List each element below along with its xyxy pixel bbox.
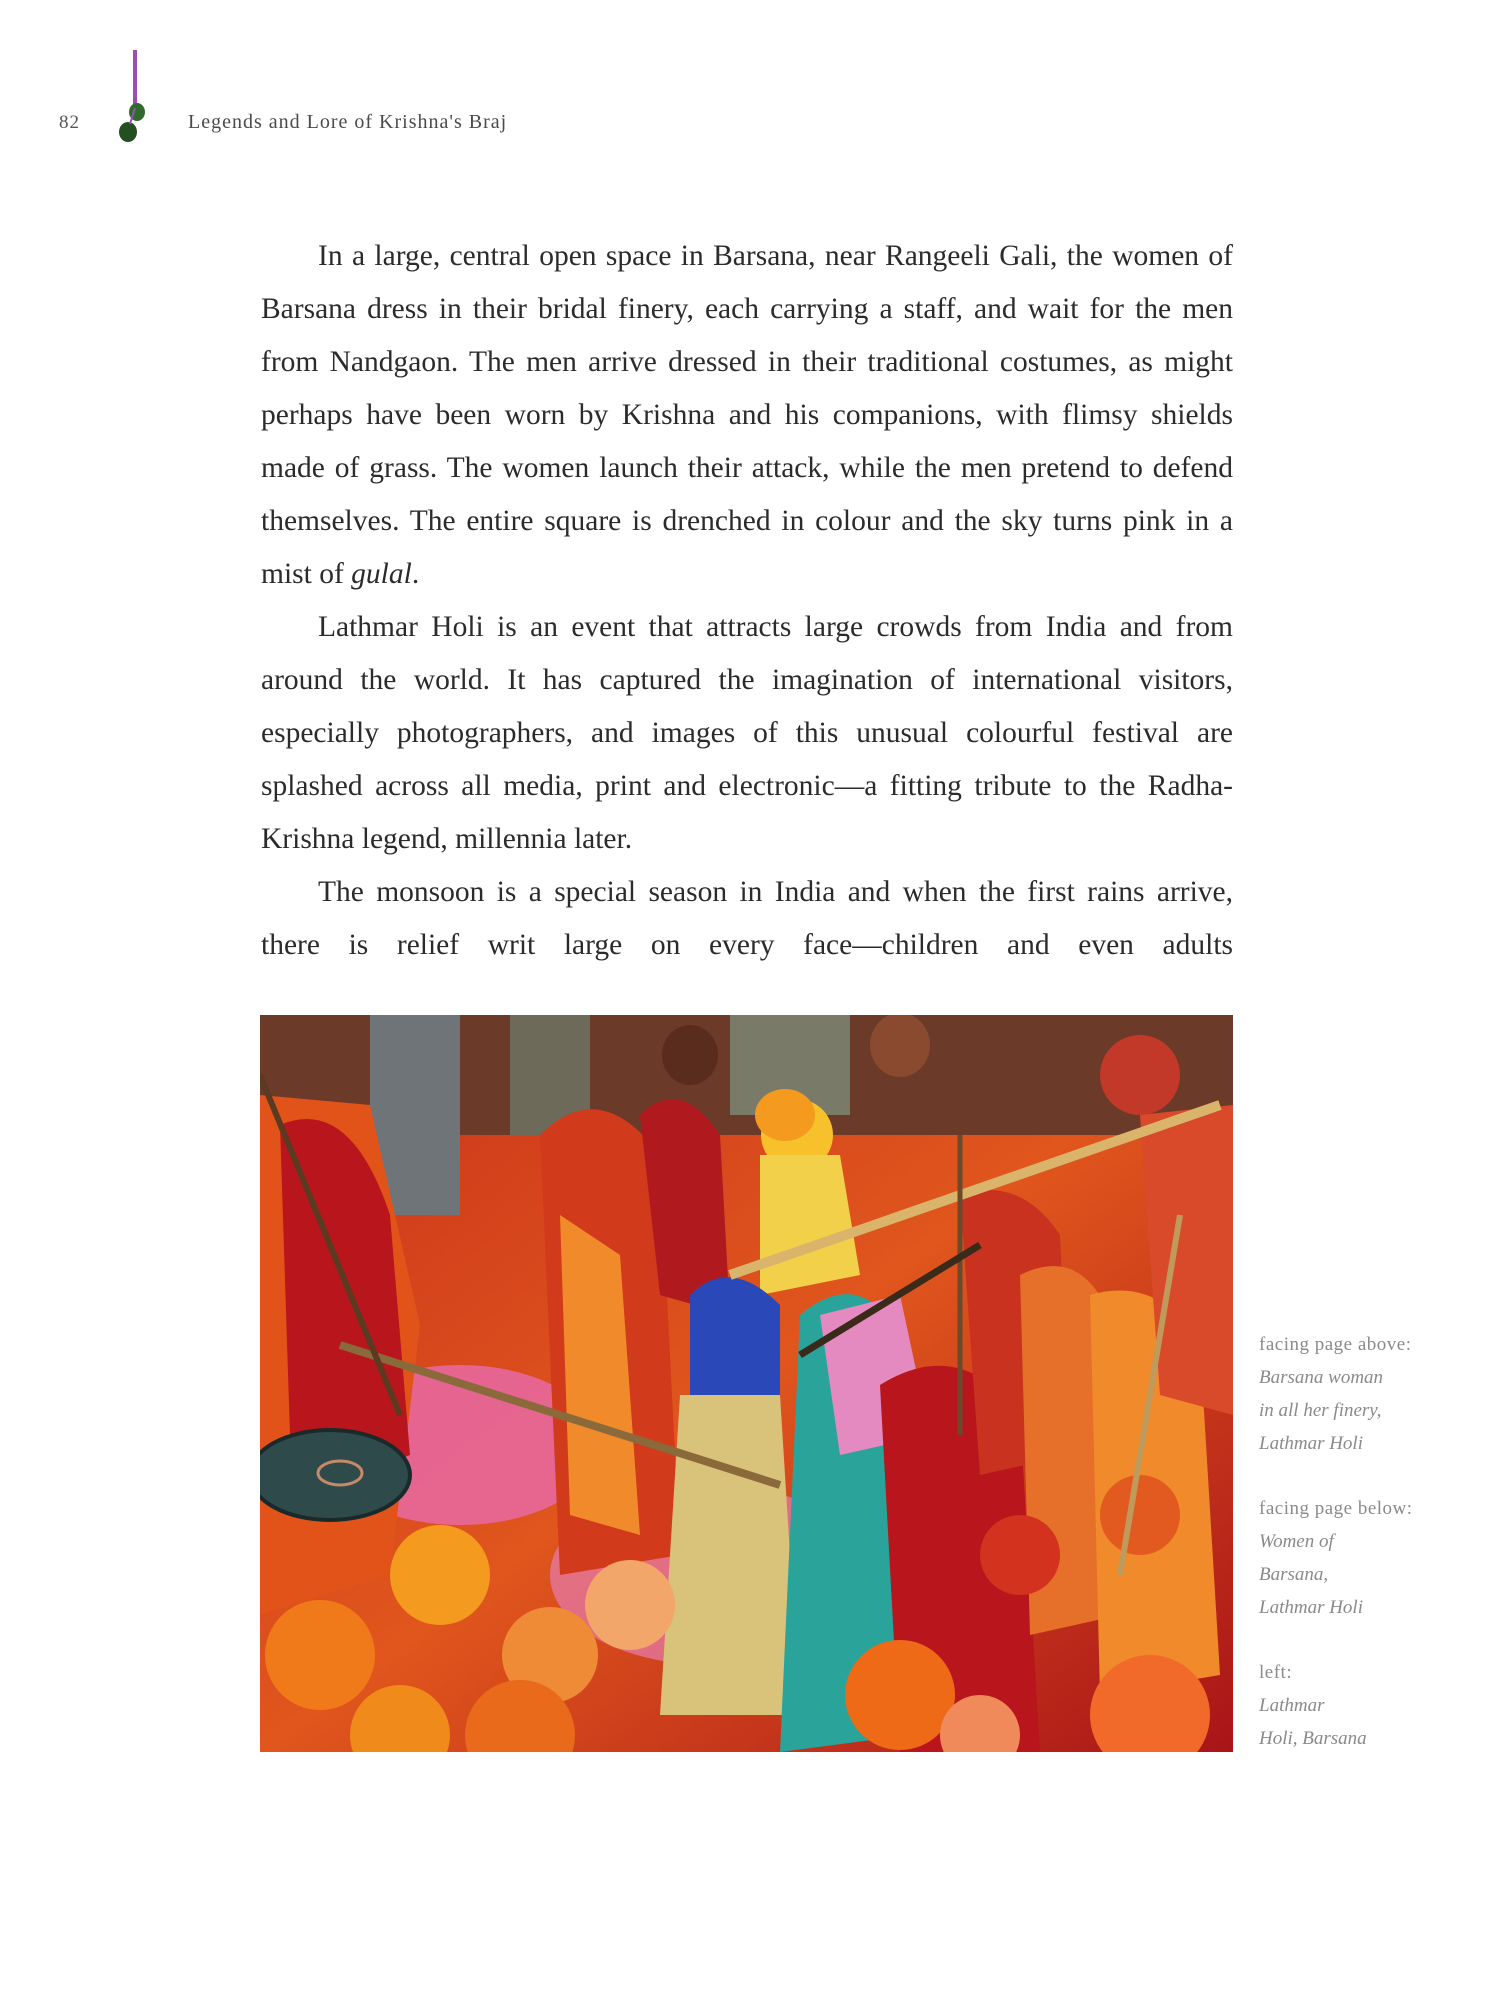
caption-label: left: (1259, 1662, 1293, 1683)
italic-term: gulal (351, 558, 412, 590)
caption-text: Barsana woman in all her finery, Lathmar Holi (1259, 1367, 1384, 1454)
page-number: 82 (59, 112, 80, 133)
caption-label: facing page above: (1259, 1334, 1412, 1355)
tassel-icon (118, 50, 148, 145)
photo-captions (1259, 1328, 1459, 1787)
caption-label: facing page below: (1259, 1498, 1413, 1519)
paragraph: In a large, central open space in Barsana, near Rangeeli Gali, the women of Barsana dress in their bridal finery, each carrying a staff, and wait for the men from Nandgaon. The men arrive dressed in their traditional costumes, as might perhaps have been worn by Krishna and his companions, with flimsy shields made of grass. The women launch their attack, while the men pretend to defend themselves. The entire square is drenched in colour and the sky turns pink in a mist of gulal. (261, 240, 1233, 590)
caption-facing-below (1259, 1492, 1459, 1624)
caption-text: Women of Barsana, Lathmar Holi (1259, 1531, 1363, 1618)
body-text (261, 230, 1233, 972)
festival-photo (260, 1015, 1233, 1752)
caption-facing-above (1259, 1328, 1459, 1460)
caption-left (1259, 1656, 1459, 1755)
paragraph: Lathmar Holi is an event that attracts large crowds from India and from around the world. It has captured the imagination of international visitors, especially photographers, and images of this unusual colourful festival are splashed across all media, print and electronic—a fitting tribute to the Radha-Krishna legend, millennia later. (261, 611, 1233, 855)
paragraph: The monsoon is a special season in India and when the first rains arrive, there is relief writ large on every face—children and even adults (261, 876, 1233, 961)
caption-text: Lathmar Holi, Barsana (1259, 1695, 1367, 1749)
running-head: Legends and Lore of Krishna's Braj (188, 111, 508, 133)
